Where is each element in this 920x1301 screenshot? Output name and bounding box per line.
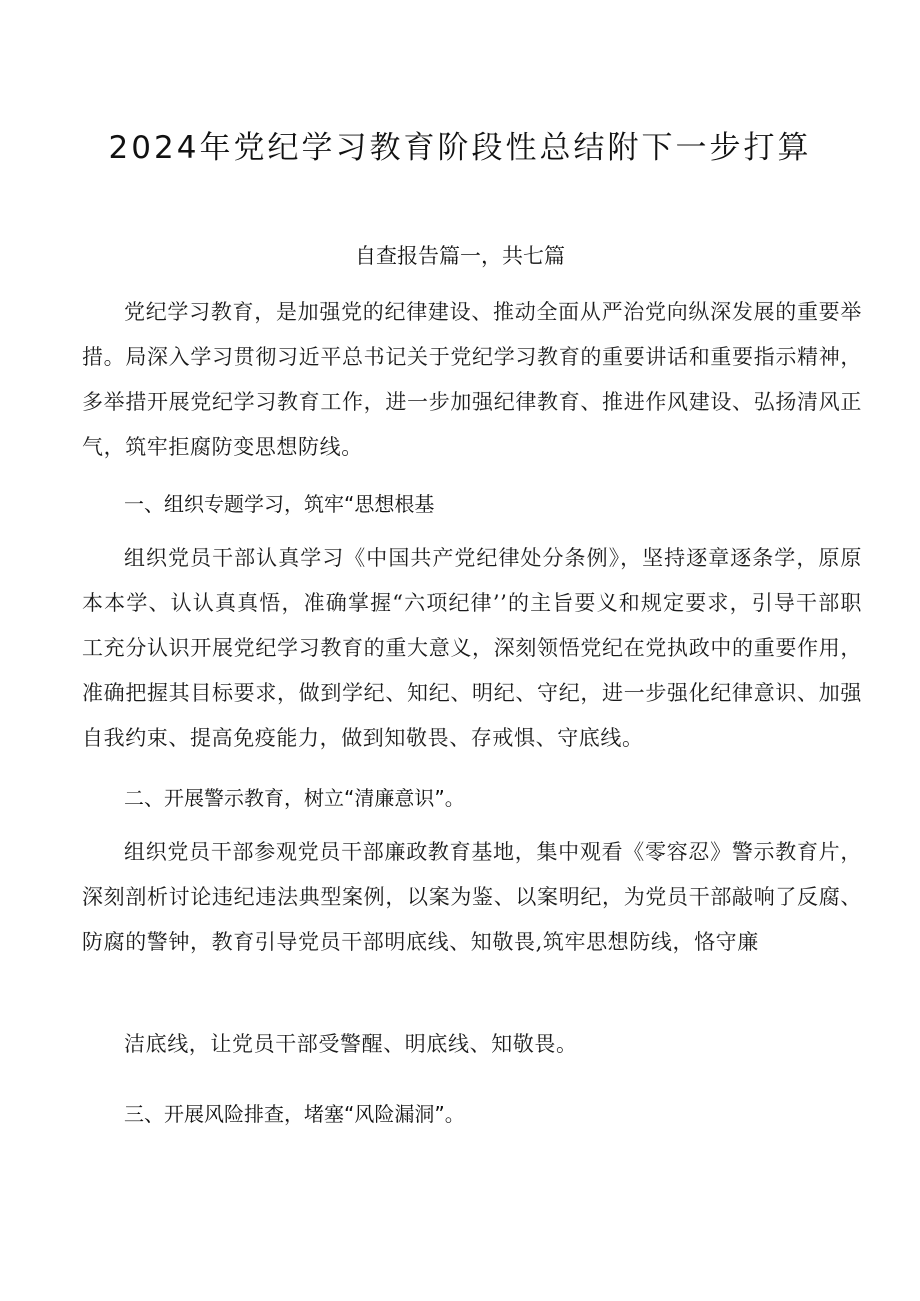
document-title: 2024年党纪学习教育阶段性总结附下一步打算 [108, 130, 812, 166]
section-1-heading: 一、组织专题学习，筑牢“思想根基 [124, 492, 435, 516]
section-2-paragraph-continued: 洁底线，让党员干部受警醒、明底线、知敬畏。 [124, 1032, 578, 1056]
section-1-paragraph: 组织党员干部认真学习《中国共产党纪律处分条例》，坚持逐章逐条学，原原本本学、认认真真悟，准确掌握“六项纪律’’的主旨要义和规定要求，引导干部职工充分认识开展党纪学习教育的重大意义，深刻领悟党纪在党执政中的重要作用，准确把握其目标要求，做到学纪、知纪、明纪、守纪，进一步强化纪律意识、加强自我约束、提高免疫能力，做到知敬畏、存戒惧、守底线。 [82, 546, 862, 750]
section-2-paragraph: 组织党员干部参观党员干部廉政教育基地，集中观看《零容忍》警示教育片，深刻剖析讨论违纪违法典型案例，以案为鉴、以案明纪，为党员干部敲响了反腐、防腐的警钟，教育引导党员干部明底线、知敬畏,筑牢思想防线，恪守廉 [82, 840, 862, 954]
section-2-heading: 二、开展警示教育，树立“清廉意识”。 [124, 786, 465, 810]
section-3-heading: 三、开展风险排查，堵塞“风险漏洞”。 [124, 1102, 465, 1126]
document-subtitle: 自查报告篇一，共七篇 [355, 244, 565, 268]
intro-paragraph: 党纪学习教育，是加强党的纪律建设、推动全面从严治党向纵深发展的重要举措。局深入学习贯彻习近平总书记关于党纪学习教育的重要讲话和重要指示精神，多举措开展党纪学习教育工作，进一步加强纪律教育、推进作风建设、弘扬清风正气，筑牢拒腐防变思想防线。 [82, 300, 862, 459]
